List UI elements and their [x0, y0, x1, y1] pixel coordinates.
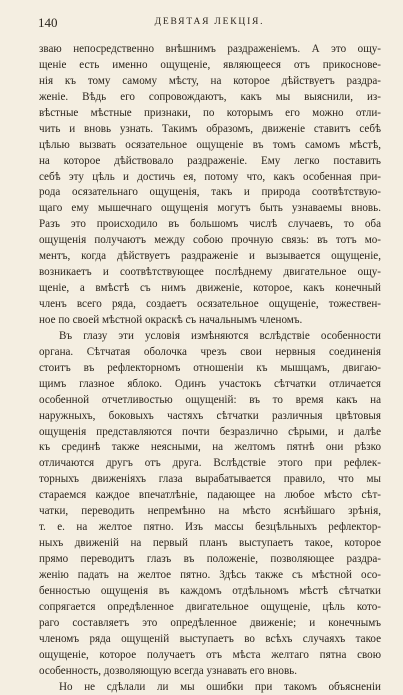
text-line: отличаются другъ отъ друга. Вслѣдствіе этого при рефлек-	[39, 456, 381, 472]
text-line: щимъ глазное яблоко. Одинъ участокъ сѣтчатки отличается	[39, 377, 381, 393]
text-line: ныхъ движеній на первый планъ выступаетъ такое, которое	[39, 536, 381, 552]
text-line: вѣстные мѣстные признаки, по которымъ его можно отли-	[39, 106, 381, 122]
text-line: бенностью ощущенія въ каждомъ отдѣльномъ мѣстѣ сѣтчатки	[39, 584, 381, 600]
text-line: сопрягается опредѣленное двигательное ощущеніе, цѣль кото-	[39, 600, 381, 616]
text-line: Въ глазу эти условія измѣняются вслѣдствіе особенности	[39, 329, 381, 345]
text-line: наружныхъ, боковыхъ частяхъ сѣтчатки различныя цвѣтовыя	[39, 409, 381, 425]
text-line: зваю непосредственно внѣшнимъ раздраженіемъ. А это ощу-	[39, 42, 381, 58]
text-line: чатки, переводить непремѣнно на мѣсто яснѣйшаго зрѣнія,	[39, 504, 381, 520]
text-line: Но не сдѣлали ли мы ошибки при такомъ объясненіи	[39, 680, 381, 695]
text-line: членомъ ряда ощущеній выступаетъ во всѣхъ случаяхъ такое	[39, 632, 381, 648]
text-line: прямо переводитъ глазъ въ положеніе, позволяющее раздра-	[39, 552, 381, 568]
text-line: цѣлью вызвать осязательное ощущеніе въ томъ самомъ мѣстѣ,	[39, 138, 381, 154]
text-line: себѣ эту цѣль и достичь ея, потому что, какъ особенная при-	[39, 170, 381, 186]
text-line: къ срединѣ также неясными, на желтомъ пятнѣ они рѣзко	[39, 440, 381, 456]
text-line: рода осязательнаго ощущенія, такъ и природа соотвѣтствую-	[39, 185, 381, 201]
page-header	[38, 15, 381, 31]
text-line: органа. Сѣтчатая оболочка чрезъ свои нервныя соединенія	[39, 345, 381, 361]
text-line: женію падать на желтое пятно. Здѣсь также съ мѣстной осо-	[39, 568, 381, 584]
page-number: 140	[38, 15, 58, 31]
paragraph	[39, 42, 381, 329]
text-line: возникаетъ и соотвѣтствующее послѣднему двигательное ощу-	[39, 265, 381, 281]
text-line: раго составляетъ это опредѣленное движеніе; и конечнымъ	[39, 616, 381, 632]
text-line: щаго ему мышечнаго ощущенія могутъ быть узнаваемы вновь.	[39, 201, 381, 217]
text-line: женіе. Вѣдь его сопровождаютъ, какъ мы выяснили, из-	[39, 90, 381, 106]
text-line: на которое дѣйствовало раздраженіе. Ему легко поставить	[39, 154, 381, 170]
text-line: ное по своей мѣстной окраскѣ съ начальнымъ членомъ.	[39, 313, 381, 329]
text-line: ментъ, когда дѣйствуетъ раздраженіе и вызывается ощущеніе,	[39, 249, 381, 265]
body-text	[39, 42, 381, 695]
text-line: ощущенія представляются почти безразлично сѣрыми, и далѣе	[39, 425, 381, 441]
text-line: особенной отчетливостью ощущеній: въ то время какъ на	[39, 393, 381, 409]
paragraph	[39, 680, 381, 695]
text-line: стараемся каждое впечатлѣніе, падающее на любое мѣсто сѣт-	[39, 488, 381, 504]
text-line: ощущенія получаютъ между собою прочную связь: въ тотъ мо-	[39, 233, 381, 249]
running-title: ДЕВЯТАЯ ЛЕКЦІЯ.	[38, 17, 381, 27]
text-line: чить и вновь узнать. Такимъ образомъ, движеніе ставитъ себѣ	[39, 122, 381, 138]
text-line: особенность, дозволяющую всегда узнавать его вновь.	[39, 664, 381, 680]
text-line: Разъ это происходило въ большомъ числѣ случаевъ, то оба	[39, 217, 381, 233]
text-line: нія къ тому самому мѣсту, на которое дѣйствуетъ раздра-	[39, 74, 381, 90]
paragraph	[39, 329, 381, 680]
text-line: щеніе, а вмѣстѣ съ нимъ движеніе, которое, какъ конечный	[39, 281, 381, 297]
text-line: ощущеніе, которое получаетъ отъ мѣста желтаго пятна свою	[39, 648, 381, 664]
text-line: щеніе есть именно ощущеніе, являющееся отъ прикоснове-	[39, 58, 381, 74]
text-line: т. е. на желтое пятно. Изъ массы безцѣльныхъ рефлектор-	[39, 520, 381, 536]
text-line: стоитъ въ рефлекторномъ отношеніи къ мышцамъ, двигаю-	[39, 361, 381, 377]
text-line: членъ всего ряда, создаетъ осязательное ощущеніе, тожествен-	[39, 297, 381, 313]
text-line: торныхъ движеніяхъ глаза вырабатывается правило, что мы	[39, 472, 381, 488]
